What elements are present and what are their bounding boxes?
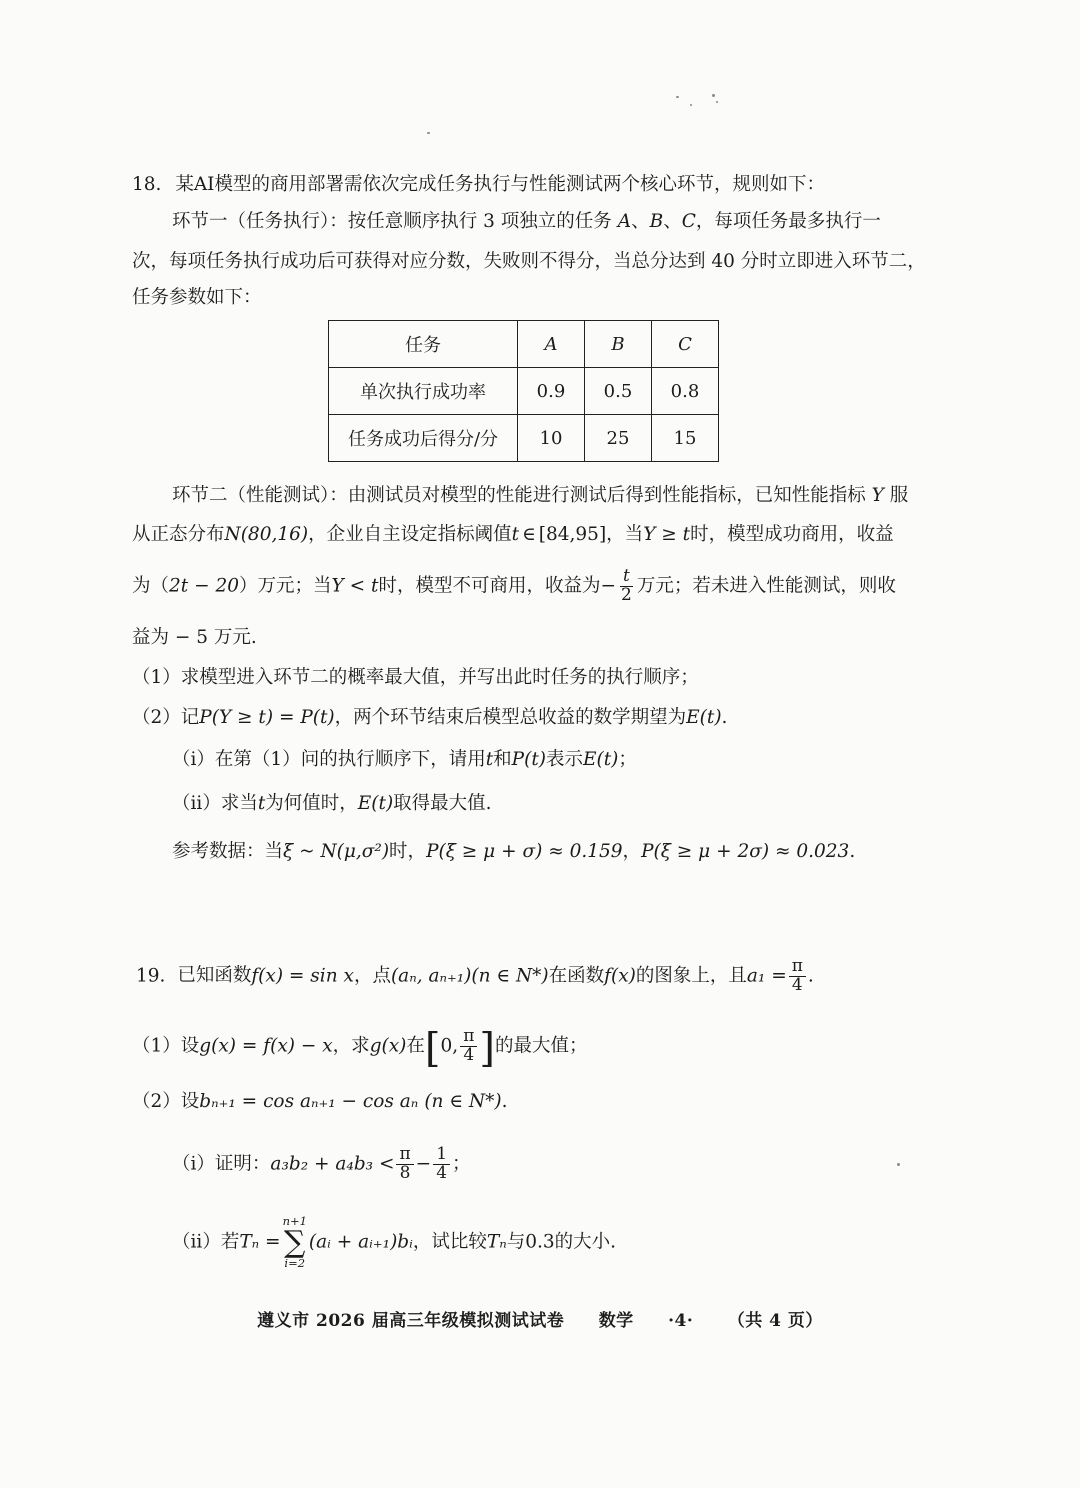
table-row-label: 任务成功后得分/分 — [329, 415, 518, 462]
table-row-label: 单次执行成功率 — [329, 368, 518, 415]
table-row — [329, 368, 719, 415]
q19-number: 19. — [136, 965, 166, 987]
table-cell: 0.5 — [585, 368, 652, 415]
table-header-row — [329, 321, 719, 368]
q18-part2: （2）记P(Y ≥ t) = P(t)，两个环节结束后模型总收益的数学期望为E(t). — [132, 707, 728, 728]
footer-page-number: ·4· — [668, 1311, 694, 1331]
q18-reference-data: 参考数据：当ξ ~ N(μ,σ²)时，P(ξ ≥ μ + σ) ≈ 0.159，P(ξ ≥ μ + 2σ) ≈ 0.023. — [172, 841, 856, 862]
q19-part2-i: （i）证明：a₃b₂ + a₄b₃ < $\frac{\pi}{8}$ − $\frac{1}{4}$ ； — [172, 1144, 471, 1183]
q19-intro: 19. 已知函数f(x) = sin x，点(aₙ, aₙ₊₁)(n ∈ N*)在函数f(x)的图象上，且a₁ = $\frac{\pi}{4}$ . — [136, 956, 814, 995]
table-col-c: C — [652, 321, 719, 368]
fraction-t-over-2: $\frac{t}{2}$ — [621, 566, 632, 605]
q19-part2: （2）设bₙ₊₁ = cos aₙ₊₁ − cos aₙ (n ∈ N*). — [132, 1091, 508, 1112]
table-cell: 10 — [518, 415, 585, 462]
footer-total-pages: （共 4 页） — [727, 1311, 823, 1331]
q18-stage1-line2: 次，每项任务执行成功后可获得对应分数，失败则不得分，当总分达到 40 分时立即进入环节二， — [132, 251, 926, 272]
q18-part1: （1）求模型进入环节二的概率最大值，并写出此时任务的执行顺序； — [132, 667, 699, 688]
q18-stage2-line4: 益为 − 5 万元. — [132, 627, 257, 648]
fraction-pi-over-8: $\frac{\pi}{8}$ — [396, 1146, 413, 1183]
q18-stage2-line2: 从正态分布N(80,16)，企业自主设定指标阈值t ∈ [84,95]，当Y ≥ t时，模型成功商用，收益 — [132, 524, 894, 545]
table-col-a: A — [518, 321, 585, 368]
fraction-1-over-4: $\frac{1}{4}$ — [433, 1146, 450, 1183]
task-parameter-table — [328, 320, 719, 462]
table-cell: 0.9 — [518, 368, 585, 415]
table-cell: 0.8 — [652, 368, 719, 415]
fraction-pi-over-4: $\frac{\pi}{4}$ — [789, 958, 806, 995]
q18-number: 18. — [132, 174, 162, 195]
q18-stage2-line3: 为（2t − 20）万元；当Y < t时，模型不可商用，收益为− $\frac{t}{2}$ 万元；若未进入性能测试，则收 — [132, 566, 896, 605]
q19-part1: （1）设g(x) = f(x) − x，求g(x)在[0, $\frac{\pi}{4}$ ]的最大值； — [132, 1025, 588, 1072]
q18-stage2-line1: 环节二（性能测试）：由测试员对模型的性能进行测试后得到性能指标，已知性能指标 Y 服 — [172, 485, 909, 506]
q18-stage1-line3: 任务参数如下： — [132, 287, 262, 308]
summation-symbol: n+1 ∑ i=2 — [282, 1214, 307, 1270]
table-col-b: B — [585, 321, 652, 368]
q18-stage1-line1: 环节一（任务执行）：按任意顺序执行 3 项独立的任务 A、B、C，每项任务最多执行一 — [172, 211, 881, 232]
q18-intro: 18. 某AI模型的商用部署需依次完成任务执行与性能测试两个核心环节，规则如下： — [132, 174, 825, 195]
page-footer — [0, 1306, 1080, 1331]
footer-title: 遵义市 2026 届高三年级模拟测试试卷 — [257, 1311, 565, 1331]
table-cell: 25 — [585, 415, 652, 462]
q19-part2-ii: （ii）若Tₙ = n+1 ∑ i=2 (aᵢ + aᵢ₊₁)bᵢ，试比较Tₙ与0.3的大小. — [172, 1214, 617, 1270]
footer-subject: 数学 — [598, 1311, 634, 1331]
table-cell: 15 — [652, 415, 719, 462]
q18-part2-ii: （ii）求当t为何值时，E(t)取得最大值. — [172, 793, 492, 814]
table-row — [329, 415, 719, 462]
q18-part2-i: （i）在第（1）问的执行顺序下，请用t和P(t)表示E(t)； — [172, 749, 637, 770]
fraction-pi-over-4: $\frac{\pi}{4}$ — [460, 1028, 477, 1065]
table-header-label: 任务 — [329, 321, 518, 368]
